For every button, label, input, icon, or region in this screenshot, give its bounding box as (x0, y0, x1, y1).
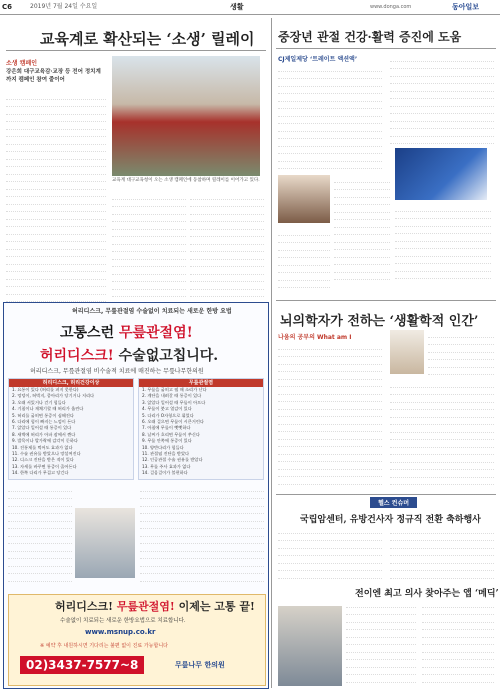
checklist-item: 7. 앉았다 일어설 때 통증이 있다 (12, 425, 72, 431)
checklist-knee-title: 무릎관절염 (139, 379, 263, 387)
ad-bottom-sub: 수술없이 치료되는 새로운 한방요법으로 치료합니다. (60, 618, 186, 624)
book-cover (390, 330, 424, 374)
page-number: C6 (2, 3, 13, 11)
ad-phone[interactable]: 02)3437-7577~8 (20, 656, 144, 674)
photo-caption: 교육계 대구교육청이 오는 소생 캠페인에 동참하며 릴레이를 이어가고 있다. (112, 178, 260, 183)
ad-topline: 허리디스크, 무릎관절염 수술없이 치료되는 새로운 한방 요법 (72, 308, 232, 315)
right-headline-rule (276, 48, 496, 49)
checklist-item: 13. 자세를 바꾸면 통증이 줄어든다 (12, 463, 77, 469)
ad-note: ※ 예약 후 내원하시면 기다리는 불편 없이 진료 가능합니다 (40, 643, 168, 649)
right-bottom-col1 (278, 526, 382, 584)
left-body-col1 (6, 92, 106, 302)
checklist-item: 12. 디스크 진단을 받은 적이 있다 (12, 457, 74, 463)
checklist-item: 2. 엉덩이, 허벅지, 종아리가 당기거나 저리다 (12, 393, 95, 399)
right-mid-rule (276, 300, 496, 301)
right-top-col5 (278, 228, 330, 288)
right-mid-label: 나움의 공부의 What am I (278, 334, 352, 341)
checklist-item: 4. 기침이나 재채기할 때 허리가 울린다 (12, 406, 84, 412)
group-photo (112, 56, 260, 176)
ad-headline-1: 고통스런 무릎관절염! (60, 325, 193, 341)
ad-checklists (8, 378, 264, 478)
column-divider (271, 18, 272, 688)
right-mid-col1 (278, 342, 382, 490)
right-bottom-rule (276, 494, 496, 495)
health-consumer-tag: 헬스 컨슈머 (370, 497, 417, 508)
checklist-item: 11. 수술 권유를 받았으나 망설여진다 (12, 451, 81, 457)
checklist-item: 9. 무릎 안쪽에 통증이 있다 (142, 438, 192, 444)
checklist-item: 1. 무릎을 굽히고 펼 때 소리가 난다 (142, 387, 207, 392)
ad-subline: 허리디스크, 무릎관절염 비수술적 치료에 매진하는 무릎나무한의원 (30, 368, 204, 375)
page-header (0, 0, 500, 15)
right-top-col1 (278, 64, 382, 172)
checklist-item: 5. 다리가 O자형으로 휘었다 (142, 412, 194, 418)
ad-bottom-headline: 허리디스크! 무릎관절염! 이제는 고통 끝! (55, 600, 255, 613)
right-bottom-headline-2: 전이엔 최고 의사 찾아주는 앱 ‘메딕’ (355, 589, 499, 599)
checklist-item: 10. 양반다리가 힘들다 (142, 444, 184, 450)
ad-brand: 무릎나무 한의원 (175, 661, 225, 669)
checklist-back (8, 378, 134, 480)
ad-body-col1 (8, 484, 72, 588)
right-mid-col2 (428, 330, 494, 382)
checklist-item: 11. 관절염 진단을 받았다 (142, 451, 190, 457)
checklist-item: 14. 걸음걸이가 불편하다 (142, 470, 188, 476)
checklist-item: 13. 무릎 주사 효과가 없다 (142, 463, 191, 469)
left-tag: 소생 캠페인 (6, 60, 38, 67)
doctor-photo (75, 508, 135, 578)
checklist-item: 1. 요통이 있다 (허리를 펴지 못한다) (12, 387, 79, 392)
checklist-knee (138, 378, 264, 480)
right-bottom-col4 (422, 600, 494, 686)
product-photo (395, 148, 487, 200)
left-headline: 교육계로 확산되는 ‘소생’ 릴레이 (40, 30, 255, 48)
paper-logo: 동아일보 (452, 3, 480, 11)
section-name: 생활 (230, 3, 244, 11)
checklist-item: 5. 허리를 굽히면 통증이 심해진다 (12, 412, 74, 418)
checklist-item: 2. 계단을 내려갈 때 통증이 있다 (142, 393, 202, 399)
person-photo (278, 175, 330, 223)
checklist-item: 4. 무릎이 붓고 열감이 있다 (142, 406, 192, 412)
left-body-col3 (190, 192, 264, 300)
checklist-item: 6. 다리에 힘이 빠지는 느낌이 든다 (12, 419, 76, 425)
right-top-col4 (395, 204, 491, 286)
checklist-item: 8. 날씨가 흐리면 무릎이 쑤신다 (142, 431, 200, 437)
checklist-item: 12. 인공관절 수술 권유를 받았다 (142, 457, 203, 463)
right-mid-headline: 뇌의학자가 전하는 ‘생활학적 인간’ (280, 314, 479, 329)
right-bottom-col2 (390, 526, 494, 584)
right-top-col2 (390, 54, 494, 146)
checklist-item: 7. 아침에 무릎이 뻣뻣하다 (142, 425, 191, 431)
right-bottom-headline-1: 국립암센터, 유방건사자 정규직 전환 축하행사 (300, 515, 481, 525)
checklist-item: 10. 진통제를 먹어도 효과가 없다 (12, 444, 73, 450)
checklist-item: 14. 한쪽 다리가 무겁고 당긴다 (12, 470, 69, 476)
ad-headline-2: 허리디스크! 수술없고칩니다. (40, 348, 219, 364)
issue-date: 2019년 7월 24일 수요일 (30, 3, 98, 10)
ad-body-col2 (140, 484, 264, 588)
right-top-label: CJ제일제당 ‘트레이트 액션액’ (278, 56, 358, 63)
right-top-headline: 중장년 관절 건강·활력 증진에 도움 (278, 30, 462, 44)
checklist-item: 3. 앉았다 일어설 때 무릎이 아프다 (142, 399, 206, 405)
checklist-item: 9. 발목이나 발가락에 감각이 둔하다 (12, 438, 78, 444)
headline-rule (6, 50, 266, 51)
right-bottom-col3 (346, 600, 416, 686)
checklist-item: 8. 새벽에 허리가 아파 잠에서 깬다 (12, 431, 76, 437)
right-top-col3 (334, 175, 390, 285)
checklist-back-title: 허리디스크, 허리건강이상 (9, 379, 133, 387)
bottom-photo (278, 606, 342, 686)
right-mid-col3 (390, 380, 494, 490)
ad-url[interactable]: www.msnup.co.kr (85, 628, 156, 636)
checklist-item: 6. 오래 걸으면 무릎이 시큰거린다 (142, 419, 204, 425)
checklist-item: 3. 오래 서있거나 걷기 힘들다 (12, 399, 66, 405)
left-subhead: 강은희 대구교육감·교장 등 전어 정치계까지 캠페인 참여 줄이어 (6, 69, 101, 83)
homepage: www.donga.com (370, 4, 412, 10)
left-body-col2 (112, 192, 186, 300)
